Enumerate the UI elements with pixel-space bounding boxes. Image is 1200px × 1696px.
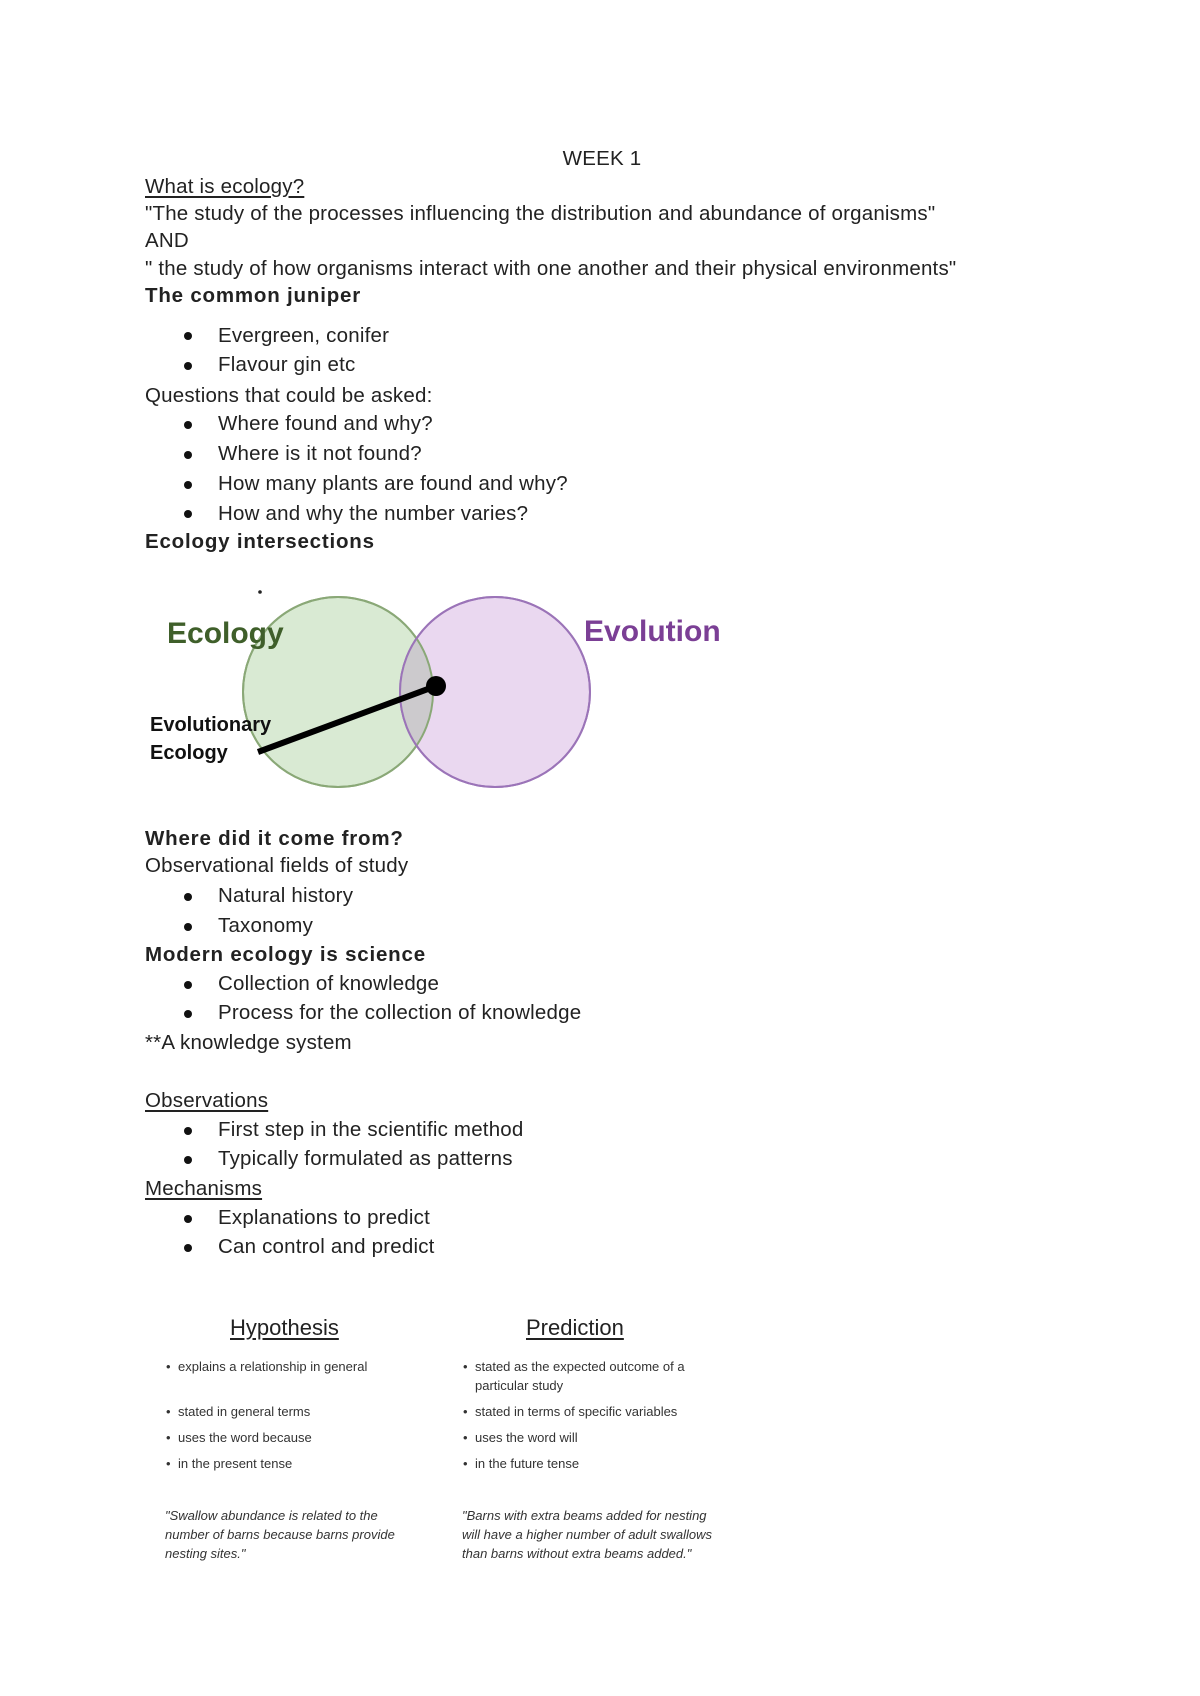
prediction-item-continued: particular study	[475, 1378, 564, 1393]
bullet-dot	[184, 1127, 192, 1135]
bullet-dot	[184, 510, 192, 518]
hypothesis-item: • in the present tense	[166, 1456, 293, 1471]
origin-text: Observational fields of study	[145, 854, 409, 877]
bullet-dot	[184, 1244, 192, 1252]
observations-heading: Observations	[145, 1089, 269, 1112]
ecology-venn-diagram	[140, 585, 760, 800]
hypothesis-prediction-figure	[150, 1300, 760, 1570]
bullet-dot	[184, 481, 192, 489]
bullet-dot	[184, 893, 192, 901]
origin-bullet: Taxonomy	[218, 914, 314, 937]
and-text: AND	[145, 229, 189, 252]
hypothesis-item: • uses the word because	[166, 1430, 312, 1445]
question-bullet: How many plants are found and why?	[218, 472, 568, 495]
bullet-dot	[184, 1215, 192, 1223]
hypothesis-example: "Swallow abundance is related to the number of barns because barns provide nesting sites."	[165, 1508, 395, 1561]
prediction-example: "Barns with extra beams added for nesting will have a higher number of adult swallows than barns without extra beams added."	[462, 1508, 713, 1561]
juniper-bullet: Flavour gin etc	[218, 353, 356, 376]
hypothesis-item: • stated in general terms	[166, 1404, 311, 1419]
bullet-dot	[184, 1156, 192, 1164]
origin-heading: Where did it come from?	[145, 827, 404, 850]
bullet-dot	[184, 362, 192, 370]
definition-1: "The study of the processes influencing the distribution and abundance of organisms"	[145, 202, 936, 225]
modern-bullet: Process for the collection of knowledge	[218, 1001, 582, 1024]
mechanisms-heading: Mechanisms	[145, 1177, 263, 1200]
question-bullet: Where is it not found?	[218, 442, 422, 465]
prediction-heading: Prediction	[526, 1315, 624, 1340]
bullet-dot	[184, 1010, 192, 1018]
definition-2: " the study of how organisms interact with one another and their physical environments"	[145, 257, 957, 280]
ecology-label: Ecology	[167, 617, 284, 650]
juniper-bullet: Evergreen, conifer	[218, 324, 390, 347]
questions-heading: Questions that could be asked:	[145, 384, 433, 407]
page-title: WEEK 1	[562, 147, 642, 170]
question-bullet: How and why the number varies?	[218, 502, 529, 525]
modern-heading: Modern ecology is science	[145, 943, 426, 966]
prediction-item: • uses the word will	[463, 1430, 578, 1445]
hypothesis-heading: Hypothesis	[230, 1315, 339, 1340]
prediction-item: • in the future tense	[463, 1456, 580, 1471]
prediction-item: • stated as the expected outcome of a	[463, 1359, 685, 1374]
modern-bullet: Collection of knowledge	[218, 972, 440, 995]
hypothesis-item: • explains a relationship in general	[166, 1359, 368, 1374]
origin-bullet: Natural history	[218, 884, 354, 907]
bullet-dot	[184, 451, 192, 459]
bullet-dot	[184, 332, 192, 340]
pointer-label-line1: Evolutionary	[150, 714, 272, 736]
observation-bullet: Typically formulated as patterns	[218, 1147, 513, 1170]
bullet-dot	[184, 981, 192, 989]
observation-bullet: First step in the scientific method	[218, 1118, 524, 1141]
knowledge-note: **A knowledge system	[145, 1031, 352, 1054]
bullet-dot	[184, 421, 192, 429]
mechanism-bullet: Explanations to predict	[218, 1206, 431, 1229]
intersections-heading: Ecology intersections	[145, 530, 375, 553]
evolution-label: Evolution	[584, 615, 721, 648]
mechanism-bullet: Can control and predict	[218, 1235, 435, 1258]
juniper-heading: The common juniper	[145, 284, 361, 307]
prediction-item: • stated in terms of specific variables	[463, 1404, 678, 1419]
intro-heading: What is ecology?	[145, 175, 305, 198]
question-bullet: Where found and why?	[218, 412, 433, 435]
stray-dot	[258, 590, 262, 594]
pointer-label-line2: Ecology	[150, 742, 228, 764]
bullet-dot	[184, 923, 192, 931]
